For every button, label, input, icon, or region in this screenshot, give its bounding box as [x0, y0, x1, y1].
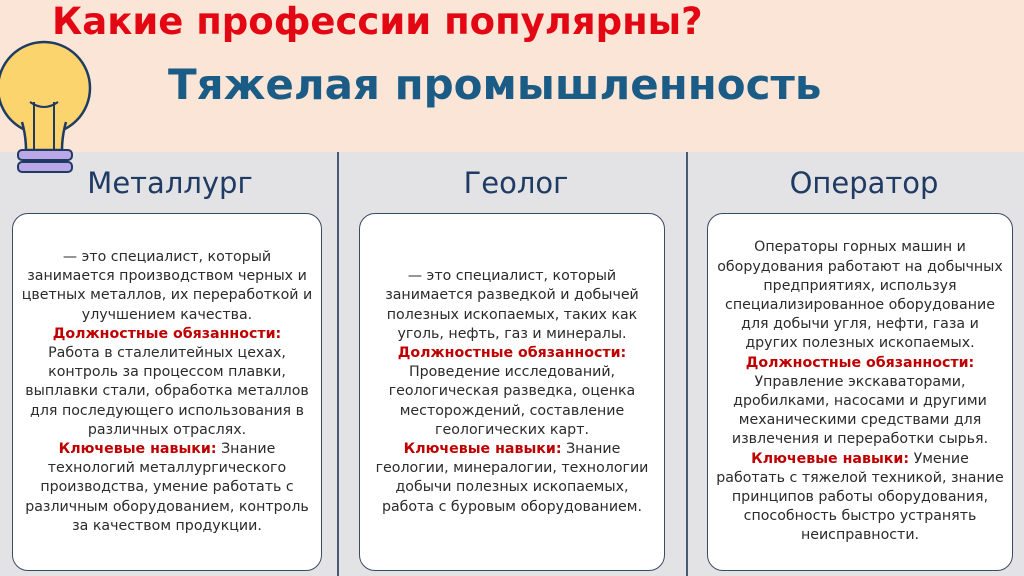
card-duties: [368, 344, 656, 440]
card-description: — это специалист, который занимается производством черных и цветных металлов, их переработкой и улучшением качества.: [21, 248, 313, 323]
column-divider-2: [686, 152, 688, 576]
column-divider-1: [337, 152, 339, 576]
card-description: Операторы горных машин и оборудования работают на добычных предприятиях, используя специализированное оборудование для добычи угля, нефти, газа и других полезных ископаемых.: [717, 239, 1003, 352]
light-bulb-icon: [0, 36, 96, 186]
duties-label: Должностные обязанности:: [745, 354, 975, 371]
card-operator: [707, 213, 1013, 571]
skills-text: Умение работать с тяжелой техникой, знание принципов работы оборудования, способность быстро устранять неисправности.: [716, 450, 1004, 544]
skills-label: Ключевые навыки:: [403, 441, 562, 457]
duties-label: Должностные обязанности:: [397, 344, 627, 361]
card-duties: [716, 354, 1004, 450]
skills-text: Знание геологии, минералогии, технологии добычи полезных ископаемых, работа с буровым оборудованием.: [375, 441, 649, 515]
card-geologist: [359, 213, 665, 571]
card-description: — это специалист, который занимается разведкой и добычей полезных ископаемых, таких как уголь, нефть, газ и минералы.: [385, 268, 639, 342]
skills-label: Ключевые навыки:: [751, 450, 910, 467]
column-title-operator: Оператор: [789, 166, 939, 200]
card-skills: [368, 440, 656, 517]
page-subtitle: Тяжелая промышленность: [168, 60, 822, 109]
column-title-geologist: Геолог: [463, 166, 569, 200]
card-skills: [21, 440, 313, 536]
card-metallurgist: [12, 213, 322, 571]
duties-label: Должностные обязанности:: [52, 325, 282, 342]
card-duties: [21, 325, 313, 440]
duties-text: Проведение исследований, геологическая разведка, оценка месторождений, составление геологических карт.: [388, 364, 636, 438]
duties-text: Работа в сталелитейных цехах, контроль за процессом плавки, выплавки стали, обработка металлов для последующего использования в различных отраслях.: [25, 344, 309, 438]
page-title: Какие профессии популярны?: [52, 0, 703, 43]
card-skills: [716, 450, 1004, 546]
duties-text: Управление экскаваторами, дробилками, насосами и другими механическими средствами для извлечения и переработки сырья.: [731, 373, 989, 448]
column-title-metallurgist: Металлург: [87, 166, 253, 200]
skills-text: Знание технологий металлургического производства, умение работать с различным оборудованием, контроль за качеством продукции.: [25, 441, 309, 534]
skills-label: Ключевые навыки:: [58, 441, 217, 457]
